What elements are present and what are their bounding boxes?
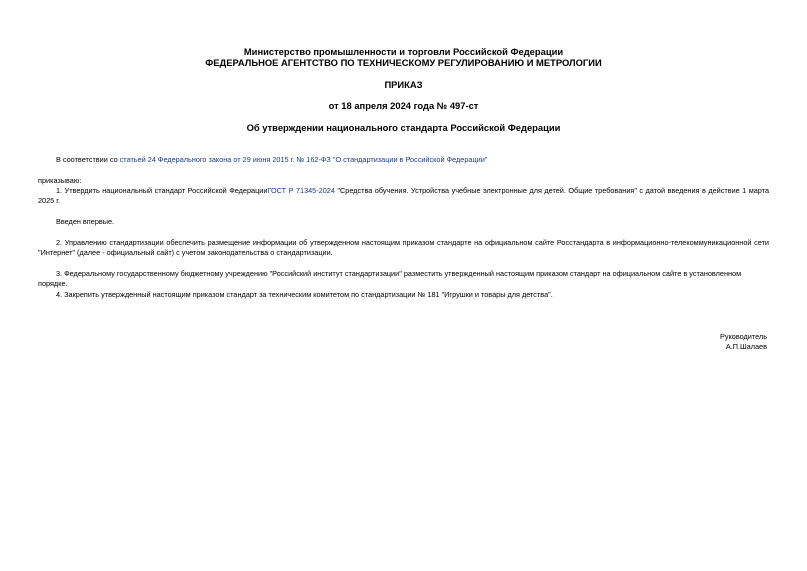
preamble: [38, 155, 769, 165]
doc-type: ПРИКАЗ: [384, 78, 423, 90]
document-header: [0, 47, 807, 134]
doc-date-number: от 18 апреля 2024 года № 497-ст: [328, 100, 479, 112]
introduced-note: Введен впервые.: [56, 217, 115, 226]
preamble-prefix: В соответствии со: [56, 155, 120, 164]
signature-name: А.П.Шалаев: [725, 342, 767, 352]
item-4: 4. Закрепить утвержденный настоящим приказом стандарт за техническим комитетом по стандартизации № 181 "Игрушки и товары для детства".: [56, 290, 553, 299]
ministry-name: Министерство промышленности и торговли Российской Федерации: [243, 46, 564, 57]
signature-block: [720, 332, 767, 353]
agency-name: ФЕДЕРАЛЬНОЕ АГЕНТСТВО ПО ТЕХНИЧЕСКОМУ РЕГУЛИРОВАНИЮ И МЕТРОЛОГИИ: [205, 56, 602, 68]
doc-subject: Об утверждении национального стандарта Российской Федерации: [246, 122, 561, 134]
order-word: приказываю:: [38, 176, 82, 185]
signature-title: Руководитель: [719, 332, 767, 341]
gost-link[interactable]: ГОСТ Р 71345-2024: [267, 186, 335, 195]
law-link[interactable]: статьей 24 Федерального закона от 29 июня 2015 г. № 162-ФЗ "О стандартизации в Российской Федерации": [119, 155, 488, 164]
item-1-suffix: "Средства обучения. Устройства учебные электронные для детей. Общие требования" с датой введения в действие 1 марта 2025 г.: [38, 186, 770, 206]
item-3: 3. Федеральному государственному бюджетному учреждению "Российский институт стандартизации" разместить утвержденный настоящим приказом стандарт на официальном сайте в установленном порядке.: [38, 269, 742, 289]
item-1-prefix: 1. Утвердить национальный стандарт Российской Федерации: [56, 186, 268, 195]
item-2: 2. Управлению стандартизации обеспечить размещение информации об утвержденном настоящим приказом стандарте на официальном сайте Росстандарта в информационно-телекоммуникационной сети "Интернет" (далее - официальный сайт) с учетом законодательства о стандартизации.: [38, 238, 769, 258]
item-1: [38, 186, 769, 207]
